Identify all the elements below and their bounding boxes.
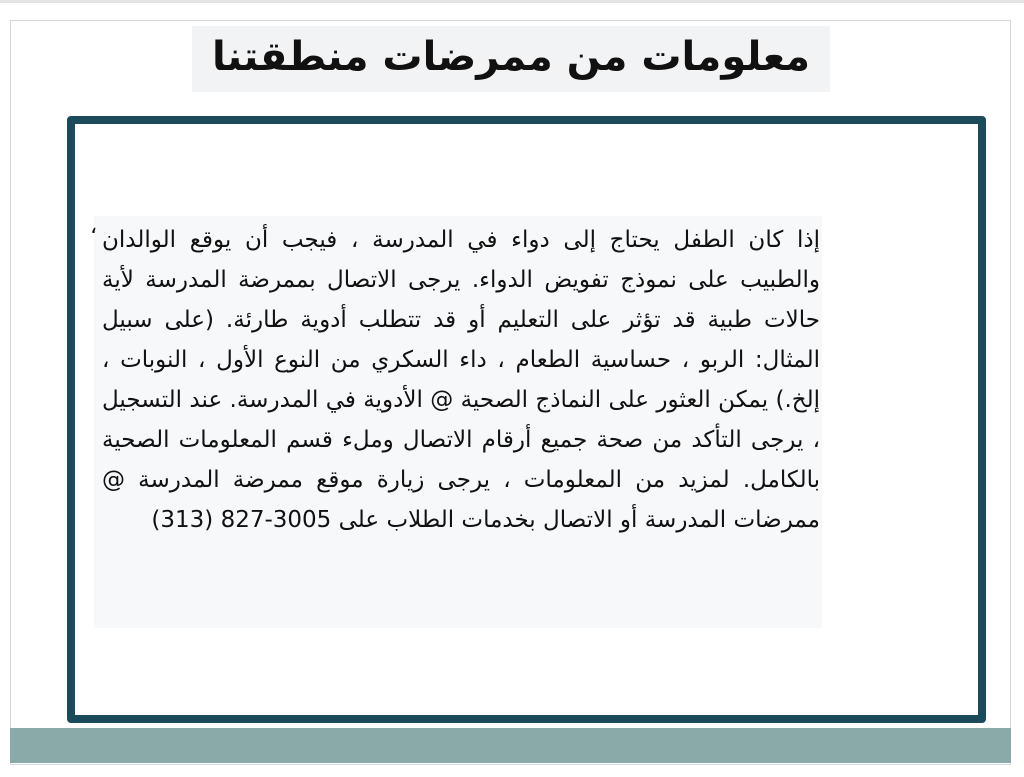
top-divider [0, 0, 1024, 3]
body-paragraph: إذا كان الطفل يحتاج إلى دواء في المدرسة ، فيجب أن يوقع الوالدان والطبيب على نموذج تفويض الدواء. يرجى الاتصال بممرضة المدرسة لأية حالات طبية قد تؤثر على التعليم أو قد تتطلب أدوية طارئة. (على سبيل المثال: الربو ، حساسية الطعام ، داء السكري من النوع الأول ، النوبات ، إلخ.) يمكن العثور على النماذج الصحية @ الأدوية في المدرسة. عند التسجيل ، يرجى التأكد من صحة جميع أرقام الاتصال وملء قسم المعلومات الصحية بالكامل. لمزيد من المعلومات ، يرجى زيارة موقع ممرضة المدرسة @ ممرضات المدرسة أو الاتصال بخدمات الطلاب على 3005-827 (313) [102, 227, 820, 533]
body-text-box [94, 216, 822, 628]
title-box [192, 26, 830, 92]
bullet-mark: ، [90, 214, 98, 239]
bottom-band [10, 728, 1011, 763]
slide-title: معلومات من ممرضات منطقتنا [211, 34, 811, 80]
